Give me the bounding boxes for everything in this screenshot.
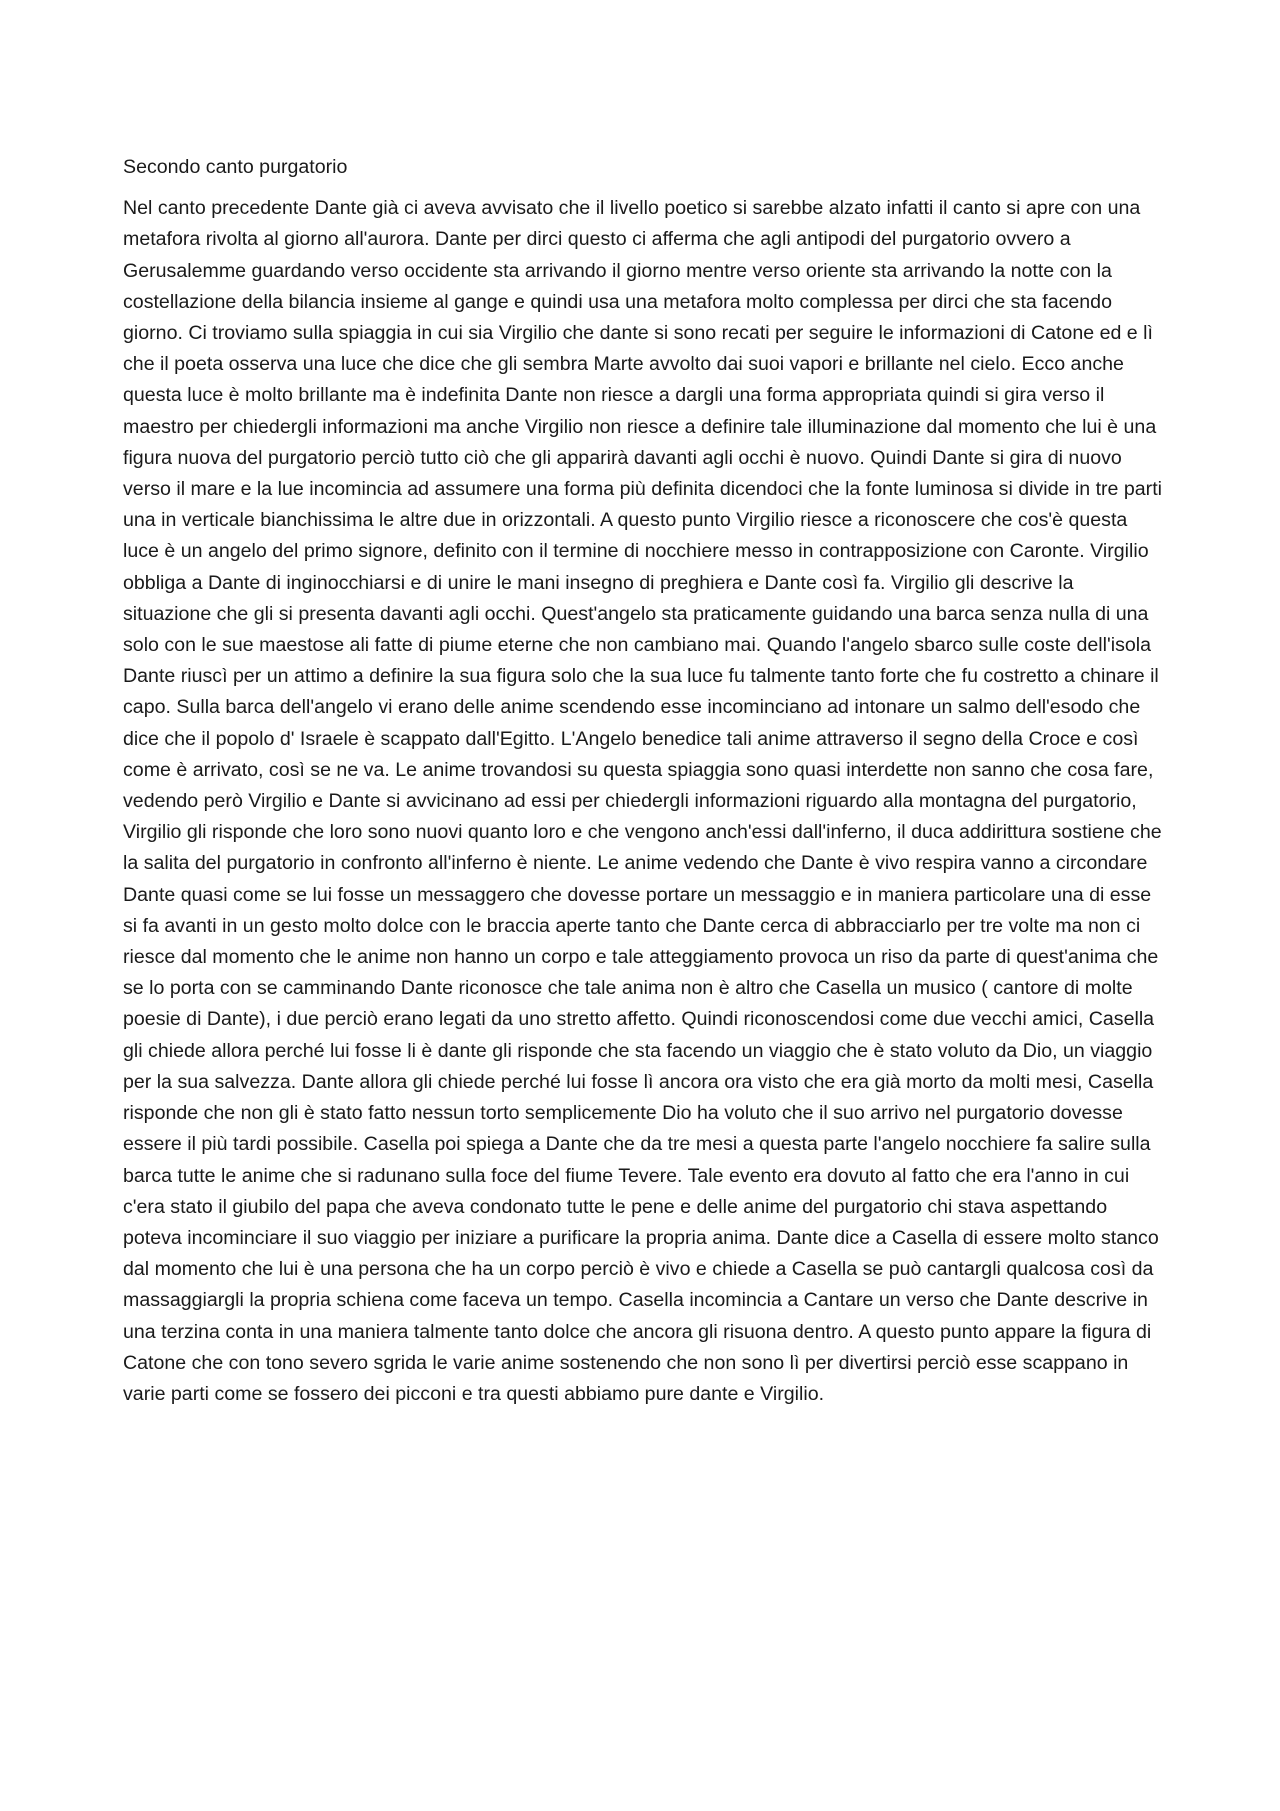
document-content [123, 152, 1163, 1410]
document-body: Nel canto precedente Dante già ci aveva avvisato che il livello poetico si sarebbe alzato infatti il canto si apre con una metafora rivolta al giorno all'aurora. Dante per dirci questo ci afferma che agli antipodi del purgatorio ovvero a Gerusalemme guardando verso occidente sta arrivando il giorno mentre verso oriente sta arrivando la notte con la costellazione della bilancia insieme al gange e quindi usa una metafora molto complessa per dirci che sta facendo giorno. Ci troviamo sulla spiaggia in cui sia Virgilio che dante si sono recati per seguire le informazioni di Catone ed e lì che il poeta osserva una luce che dice che gli sembra Marte avvolto dai suoi vapori e brillante nel cielo. Ecco anche questa luce è molto brillante ma è indefinita Dante non riesce a dargli una forma appropriata quindi si gira verso il maestro per chiedergli informazioni ma anche Virgilio non riesce a definire tale illuminazione dal momento che lui è una figura nuova del purgatorio perciò tutto ciò che gli apparirà davanti agli occhi è nuovo. Quindi Dante si gira di nuovo verso il mare e la lue incomincia ad assumere una forma più definita dicendoci che la fonte luminosa si divide in tre parti una in verticale bianchissima le altre due in orizzontali. A questo punto Virgilio riesce a riconoscere che cos'è questa luce è un angelo del primo signore, definito con il termine di nocchiere messo in contrapposizione con Caronte. Virgilio obbliga a Dante di inginocchiarsi e di unire le mani insegno di preghiera e Dante così fa. Virgilio gli descrive la situazione che gli si presenta davanti agli occhi. Quest'angelo sta praticamente guidando una barca senza nulla di una solo con le sue maestose ali fatte di piume eterne che non cambiano mai. Quando l'angelo sbarco sulle coste dell'isola Dante riuscì per un attimo a definire la sua figura solo che la sua luce fu talmente tanto forte che fu costretto a chinare il capo. Sulla barca dell'angelo vi erano delle anime scendendo esse incominciano ad intonare un salmo dell'esodo che dice che il popolo d' Israele è scappato dall'Egitto. L'Angelo benedice tali anime attraverso il segno della Croce e così come è arrivato, così se ne va. Le anime trovandosi su questa spiaggia sono quasi interdette non sanno che cosa fare, vedendo però Virgilio e Dante si avvicinano ad essi per chiedergli informazioni riguardo alla montagna del purgatorio, Virgilio gli risponde che loro sono nuovi quanto loro e che vengono anch'essi dall'inferno, il duca addirittura sostiene che la salita del purgatorio in confronto all'inferno è niente. Le anime vedendo che Dante è vivo respira vanno a circondare Dante quasi come se lui fosse un messaggero che dovesse portare un messaggio e in maniera particolare una di esse si fa avanti in un gesto molto dolce con le braccia aperte tanto che Dante cerca di abbracciarlo per tre volte ma non ci riesce dal momento che le anime non hanno un corpo e tale atteggiamento provoca un riso da parte di quest'anima che se lo porta con se camminando Dante riconosce che tale anima non è altro che Casella un musico ( cantore di molte poesie di Dante), i due perciò erano legati da uno stretto affetto. Quindi riconoscendosi come due vecchi amici, Casella gli chiede allora perché lui fosse li è dante gli risponde che sta facendo un viaggio che è stato voluto da Dio, un viaggio per la sua salvezza. Dante allora gli chiede perché lui fosse lì ancora ora visto che era già morto da molti mesi, Casella risponde che non gli è stato fatto nessun torto semplicemente Dio ha voluto che il suo arrivo nel purgatorio dovesse essere il più tardi possibile. Casella poi spiega a Dante che da tre mesi a questa parte l'angelo nocchiere fa salire sulla barca tutte le anime che si radunano sulla foce del fiume Tevere. Tale evento era dovuto al fatto che era l'anno in cui c'era stato il giubilo del papa che aveva condonato tutte le pene e delle anime del purgatorio chi stava aspettando poteva incominciare il suo viaggio per iniziare a purificare la propria anima. Dante dice a Casella di essere molto stanco dal momento che lui è una persona che ha un corpo perciò è vivo e chiede a Casella se può cantargli qualcosa così da massaggiargli la propria schiena come faceva un tempo. Casella incomincia a Cantare un verso che Dante descrive in una terzina conta in una maniera talmente tanto dolce che ancora gli risuona dentro. A questo punto appare la figura di Catone che con tono severo sgrida le varie anime sostenendo che non sono lì per divertirsi perciò esse scappano in varie parti come se fossero dei picconi e tra questi abbiamo pure dante e Virgilio. [123, 197, 1163, 1405]
document-title: Secondo canto purgatorio [123, 156, 348, 178]
